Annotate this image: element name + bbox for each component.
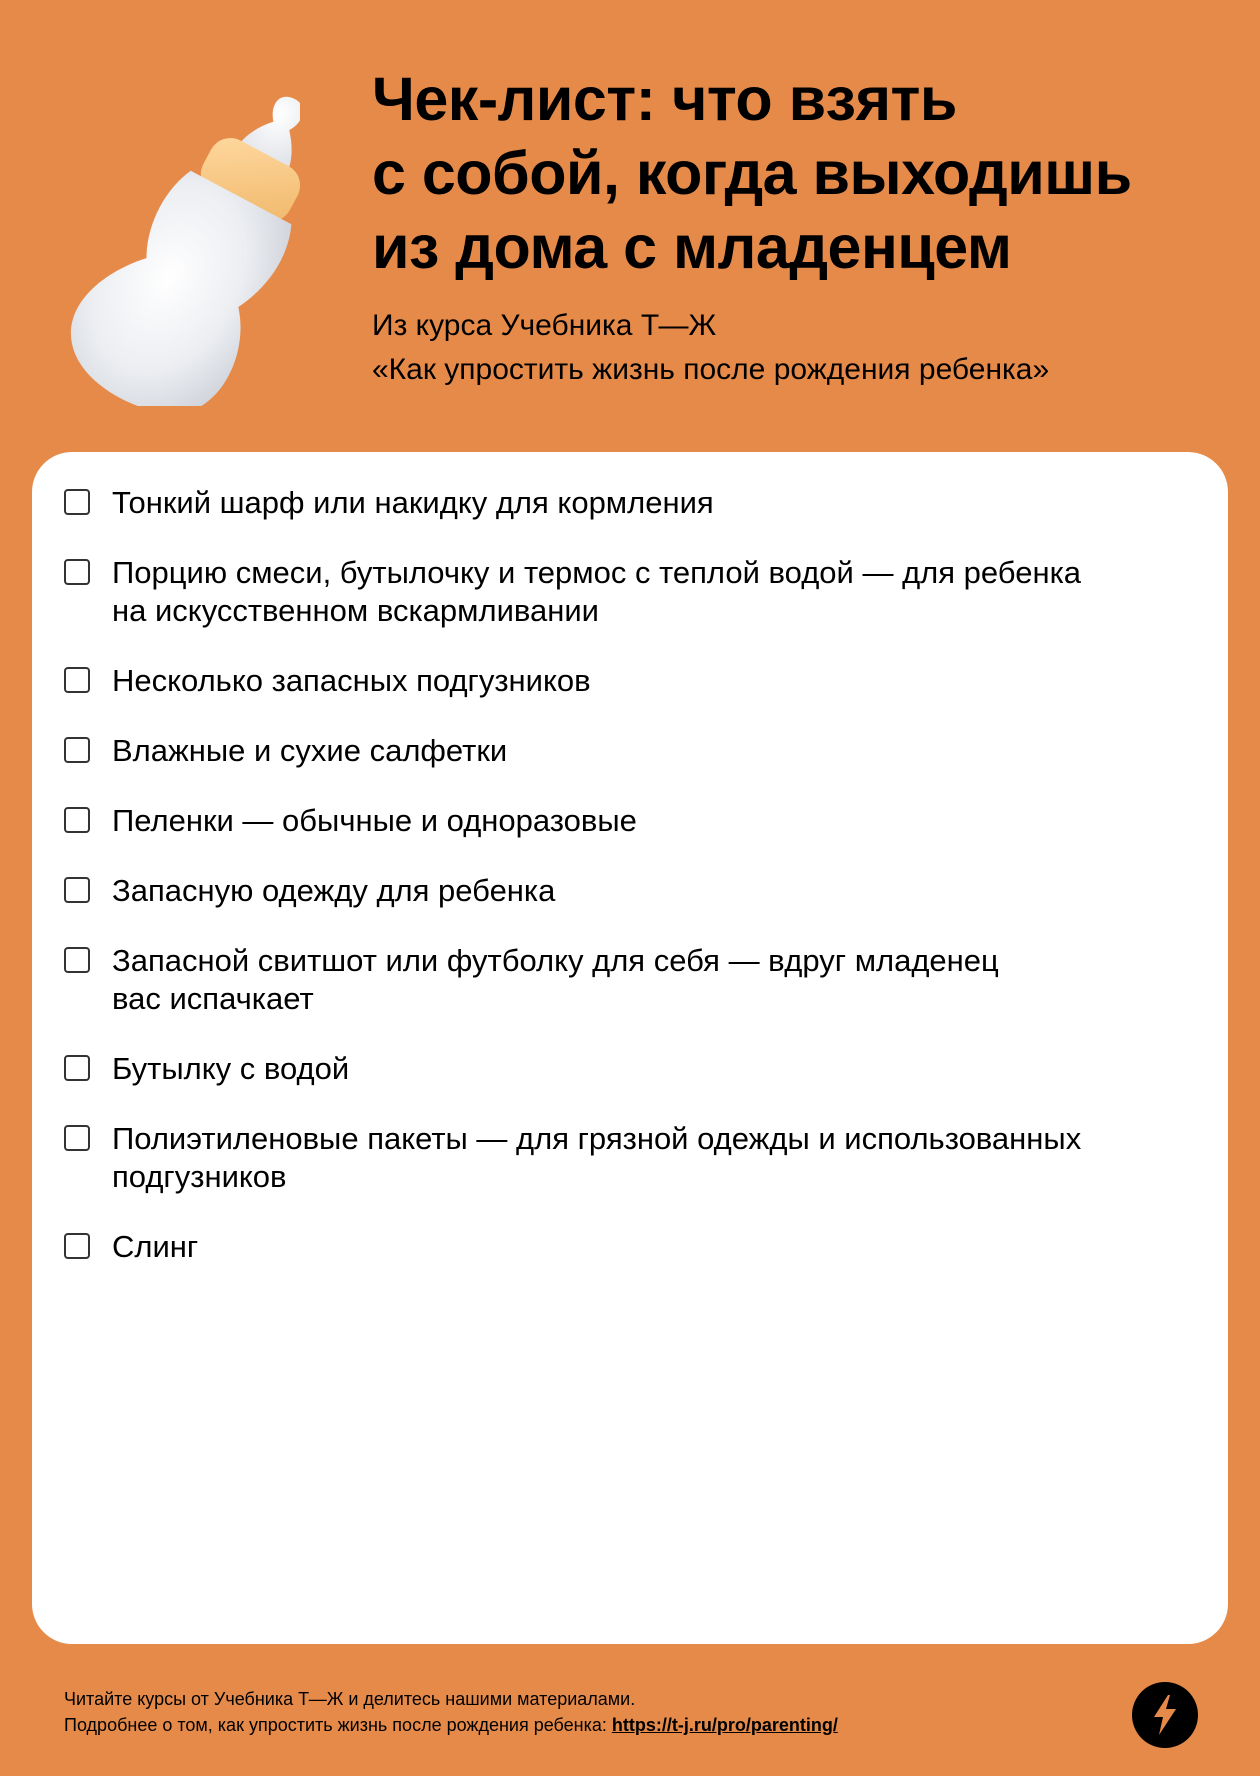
checkbox[interactable]	[64, 1125, 90, 1151]
checklist-item	[32, 554, 1228, 630]
subtitle-line: Из курса Учебника Т—Ж	[372, 309, 717, 342]
lightning-icon	[1150, 1695, 1180, 1735]
checklist-item-label	[112, 554, 1152, 630]
checklist-item	[32, 942, 1228, 1018]
footer-text: Подробнее о том, как упростить жизнь после рождения ребенка:	[64, 1715, 612, 1735]
checklist-item-line: Несколько запасных подгузников	[112, 663, 591, 698]
checklist-item-label	[112, 662, 1152, 700]
checklist-item	[32, 1228, 1228, 1266]
checklist-item	[32, 484, 1228, 522]
checkbox[interactable]	[64, 667, 90, 693]
checklist	[32, 452, 1228, 1266]
checklist-item-label	[112, 484, 1152, 522]
checkbox[interactable]	[64, 489, 90, 515]
course-link[interactable]: https://t-j.ru/pro/parenting/	[611, 1715, 838, 1735]
checklist-item-line: вас испачкает	[112, 981, 314, 1016]
checklist-item-label	[112, 1120, 1152, 1196]
header	[372, 62, 1232, 392]
checklist-item-line: Пеленки — обычные и одноразовые	[112, 803, 637, 838]
checklist-item-line: Тонкий шарф или накидку для кормления	[112, 485, 714, 520]
checklist-item-line: Запасную одежду для ребенка	[112, 873, 556, 908]
checklist-item-line: Слинг	[112, 1229, 199, 1264]
checklist-item-label	[112, 872, 1152, 910]
checklist-item-line: Бутылку с водой	[112, 1051, 350, 1086]
subtitle	[372, 304, 1232, 392]
checklist-item-line: на искусственном вскармливании	[112, 593, 599, 628]
checklist-item-line: Запасной свитшот или футболку для себя — вдруг младенец	[112, 943, 999, 978]
subtitle-line: «Как упростить жизнь после рождения ребенка»	[372, 353, 1050, 386]
checkbox[interactable]	[64, 807, 90, 833]
checklist-card	[32, 452, 1228, 1644]
checklist-item	[32, 1120, 1228, 1196]
page-title	[372, 62, 1232, 284]
checklist-item-label	[112, 1228, 1152, 1266]
baby-bottle-icon	[40, 66, 300, 406]
checklist-item-line: подгузников	[112, 1159, 287, 1194]
title-line: из дома с младенцем	[372, 213, 1012, 281]
checkbox[interactable]	[64, 737, 90, 763]
title-line: с собой, когда выходишь	[372, 139, 1132, 207]
checklist-item	[32, 732, 1228, 770]
checklist-item-label	[112, 732, 1152, 770]
checklist-item-label	[112, 942, 1152, 1018]
footer-line	[64, 1712, 838, 1738]
checkbox[interactable]	[64, 877, 90, 903]
checklist-item	[32, 872, 1228, 910]
checklist-item-line: Полиэтиленовые пакеты — для грязной одежды и использованных	[112, 1121, 1082, 1156]
checkbox[interactable]	[64, 559, 90, 585]
checklist-item-label	[112, 1050, 1152, 1088]
checkbox[interactable]	[64, 947, 90, 973]
footer	[64, 1686, 838, 1738]
checkbox[interactable]	[64, 1233, 90, 1259]
footer-line: Читайте курсы от Учебника Т—Ж и делитесь нашими материалами.	[64, 1689, 636, 1709]
title-line: Чек-лист: что взять	[372, 65, 957, 133]
lightning-logo-icon[interactable]	[1132, 1682, 1198, 1748]
checklist-item	[32, 802, 1228, 840]
checklist-item-line: Порцию смеси, бутылочку и термос с теплой водой — для ребенка	[112, 555, 1082, 590]
checklist-item	[32, 662, 1228, 700]
checklist-item	[32, 1050, 1228, 1088]
checkbox[interactable]	[64, 1055, 90, 1081]
checklist-item-line: Влажные и сухие салфетки	[112, 733, 508, 768]
checklist-item-label	[112, 802, 1152, 840]
